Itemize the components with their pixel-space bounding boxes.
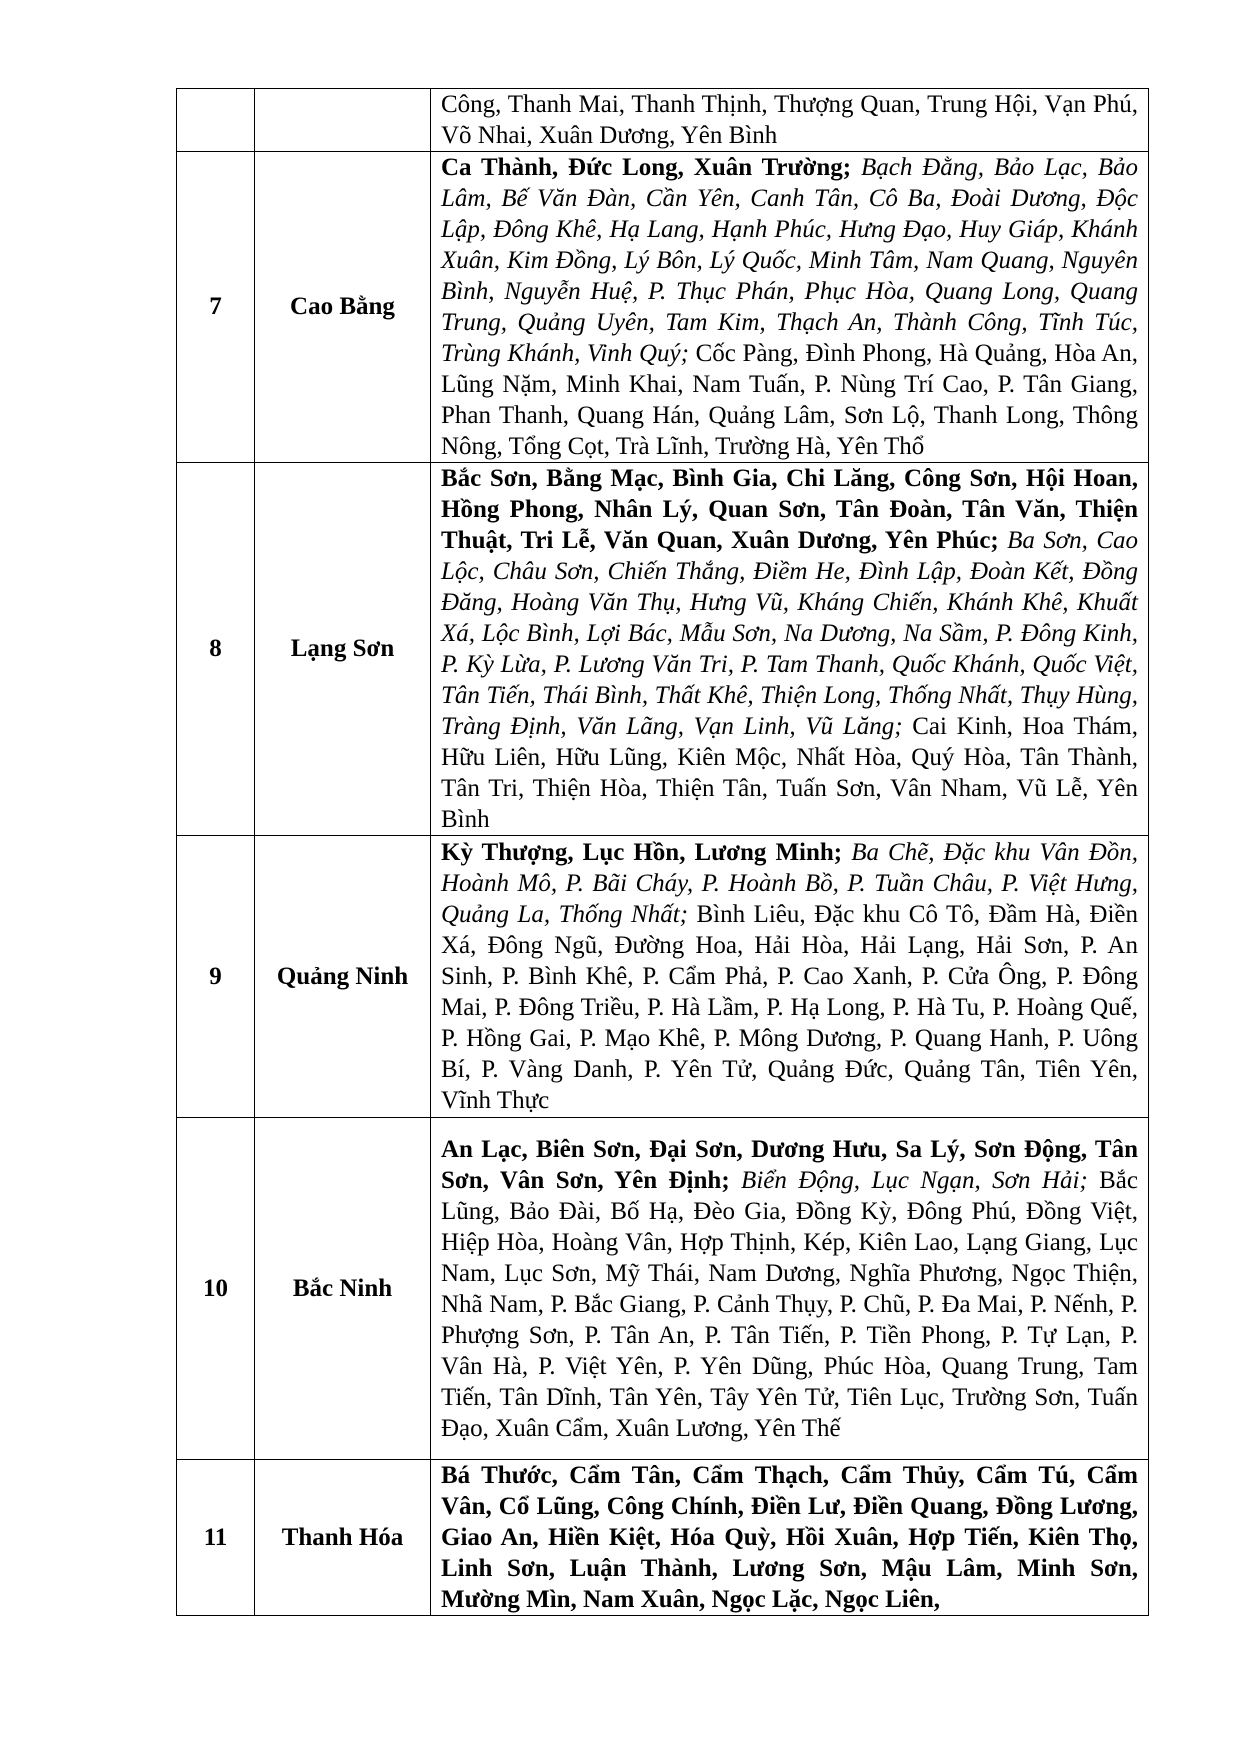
- commune-list-italic: Ba Chẽ, Đặc khu Vân Đồn, Hoành Mô, P. Bãi Cháy, P. Hoành Bồ, P. Tuần Châu, P. Việt Hưng, Quảng La, Thống Nhất;: [441, 839, 1138, 928]
- commune-list-italic: Ba Sơn, Cao Lộc, Châu Sơn, Chiến Thắng, Điềm He, Đình Lập, Đoàn Kết, Đồng Đăng, Hoàng Văn Thụ, Hưng Vũ, Kháng Chiến, Khánh Khê, Khuất Xá, Lộc Bình, Lợi Bác, Mẫu Sơn, Na Dương, Na Sầm, P. Đông Kinh, P. Kỳ Lừa, P. Lương Văn Tri, P. Tam Thanh, Quốc Khánh, Quốc Việt, Tân Tiến, Thái Bình, Thất Khê, Thiện Long, Thống Nhất, Thụy Hùng, Tràng Định, Văn Lãng, Vạn Linh, Vũ Lăng;: [441, 527, 1138, 740]
- commune-list: [431, 152, 1149, 463]
- commune-list-bold: Bá Thước, Cẩm Tân, Cẩm Thạch, Cẩm Thủy, Cẩm Tú, Cẩm Vân, Cổ Lũng, Công Chính, Điền Lư, Điền Quang, Đồng Lương, Giao An, Hiền Kiệt, Hóa Quỳ, Hồi Xuân, Hợp Tiến, Kiên Thọ, Linh Sơn, Luận Thành, Lương Sơn, Mậu Lâm, Minh Sơn, Mường Mìn, Nam Xuân, Ngọc Lặc, Ngọc Liên,: [441, 1462, 1138, 1613]
- commune-list: [431, 1460, 1149, 1616]
- commune-list-regular: Cai Kinh, Hoa Thám, Hữu Liên, Hữu Lũng, Kiên Mộc, Nhất Hòa, Quý Hòa, Tân Thành, Tân Tri, Thiện Hòa, Thiện Tân, Tuấn Sơn, Vân Nham, Vũ Lễ, Yên Bình: [441, 713, 1138, 833]
- commune-list-regular: Cốc Pàng, Đình Phong, Hà Quảng, Hòa An, Lũng Nặm, Minh Khai, Nam Tuấn, P. Nùng Trí Cao, P. Tân Giang, Phan Thanh, Quang Hán, Quảng Lâm, Sơn Lộ, Thanh Long, Thông Nông, Tổng Cọt, Trà Lĩnh, Trường Hà, Yên Thổ: [441, 340, 1138, 460]
- row-number: 11: [177, 1460, 255, 1616]
- province-name: [255, 89, 431, 152]
- row-number: 10: [177, 1118, 255, 1460]
- province-name: Thanh Hóa: [255, 1460, 431, 1616]
- table-row: [177, 463, 1149, 836]
- row-number: 7: [177, 152, 255, 463]
- commune-list-italic: Bạch Đằng, Bảo Lạc, Bảo Lâm, Bế Văn Đàn, Cần Yên, Canh Tân, Cô Ba, Đoài Dương, Độc Lập, Đông Khê, Hạ Lang, Hạnh Phúc, Hưng Đạo, Huy Giáp, Khánh Xuân, Kim Đồng, Lý Bôn, Lý Quốc, Minh Tâm, Nam Quang, Nguyên Bình, Nguyễn Huệ, P. Thục Phán, Phục Hòa, Quang Long, Quang Trung, Quảng Uyên, Tam Kim, Thạch An, Thành Công, Tĩnh Túc, Trùng Khánh, Vinh Quý;: [441, 154, 1138, 367]
- province-name: Quảng Ninh: [255, 836, 431, 1118]
- commune-list: [431, 1118, 1149, 1460]
- commune-list-regular: Công, Thanh Mai, Thanh Thịnh, Thượng Quan, Trung Hội, Vạn Phú, Võ Nhai, Xuân Dương, Yên Bình: [441, 91, 1138, 149]
- row-number: 8: [177, 463, 255, 836]
- commune-list-regular: Bắc Lũng, Bảo Đài, Bố Hạ, Đèo Gia, Đồng Kỳ, Đông Phú, Đồng Việt, Hiệp Hòa, Hoàng Vân, Hợp Thịnh, Kép, Kiên Lao, Lạng Giang, Lục Nam, Lục Sơn, Mỹ Thái, Nam Dương, Nghĩa Phương, Ngọc Thiện, Nhã Nam, P. Bắc Giang, P. Cảnh Thụy, P. Chũ, P. Đa Mai, P. Nếnh, P. Phượng Sơn, P. Tân An, P. Tân Tiến, P. Tiền Phong, P. Tự Lạn, P. Vân Hà, P. Việt Yên, P. Yên Dũng, Phúc Hòa, Quang Trung, Tam Tiến, Tân Dĩnh, Tân Yên, Tây Yên Tử, Tiên Lục, Trường Sơn, Tuấn Đạo, Xuân Cẩm, Xuân Lương, Yên Thế: [441, 1166, 1138, 1442]
- commune-list: [431, 463, 1149, 836]
- commune-table: [176, 88, 1149, 1616]
- document-page: [176, 88, 1148, 1616]
- commune-list-bold: Ca Thành, Đức Long, Xuân Trường;: [441, 154, 861, 181]
- commune-list-italic: Biển Động, Lục Ngạn, Sơn Hải;: [741, 1166, 1100, 1194]
- commune-list-bold: An Lạc, Biên Sơn, Đại Sơn, Dương Hưu, Sa Lý, Sơn Động, Tân Sơn, Vân Sơn, Yên Định;: [441, 1135, 1138, 1194]
- commune-list: [431, 89, 1149, 152]
- commune-list: [431, 836, 1149, 1118]
- row-number: 9: [177, 836, 255, 1118]
- table-row: [177, 1118, 1149, 1460]
- commune-list-regular: Bình Liêu, Đặc khu Cô Tô, Đầm Hà, Điền Xá, Đông Ngũ, Đường Hoa, Hải Hòa, Hải Lạng, Hải Sơn, P. An Sinh, P. Bình Khê, P. Cẩm Phả, P. Cao Xanh, P. Cửa Ông, P. Đông Mai, P. Đông Triều, P. Hà Lầm, P. Hạ Long, P. Hà Tu, P. Hoàng Quế, P. Hồng Gai, P. Mạo Khê, P. Mông Dương, P. Quang Hanh, P. Uông Bí, P. Vàng Danh, P. Yên Tử, Quảng Đức, Quảng Tân, Tiên Yên, Vĩnh Thực: [441, 901, 1138, 1114]
- province-name: Lạng Sơn: [255, 463, 431, 836]
- province-name: Bắc Ninh: [255, 1118, 431, 1460]
- commune-list-bold: Bắc Sơn, Bằng Mạc, Bình Gia, Chi Lăng, Công Sơn, Hội Hoan, Hồng Phong, Nhân Lý, Quan Sơn, Tân Đoàn, Tân Văn, Thiện Thuật, Tri Lễ, Văn Quan, Xuân Dương, Yên Phúc;: [441, 465, 1138, 554]
- province-name: Cao Bằng: [255, 152, 431, 463]
- table-row: [177, 89, 1149, 152]
- table-row: [177, 1460, 1149, 1616]
- commune-list-bold: Kỳ Thượng, Lục Hồn, Lương Minh;: [441, 839, 852, 866]
- row-number: [177, 89, 255, 152]
- table-row: [177, 152, 1149, 463]
- table-row: [177, 836, 1149, 1118]
